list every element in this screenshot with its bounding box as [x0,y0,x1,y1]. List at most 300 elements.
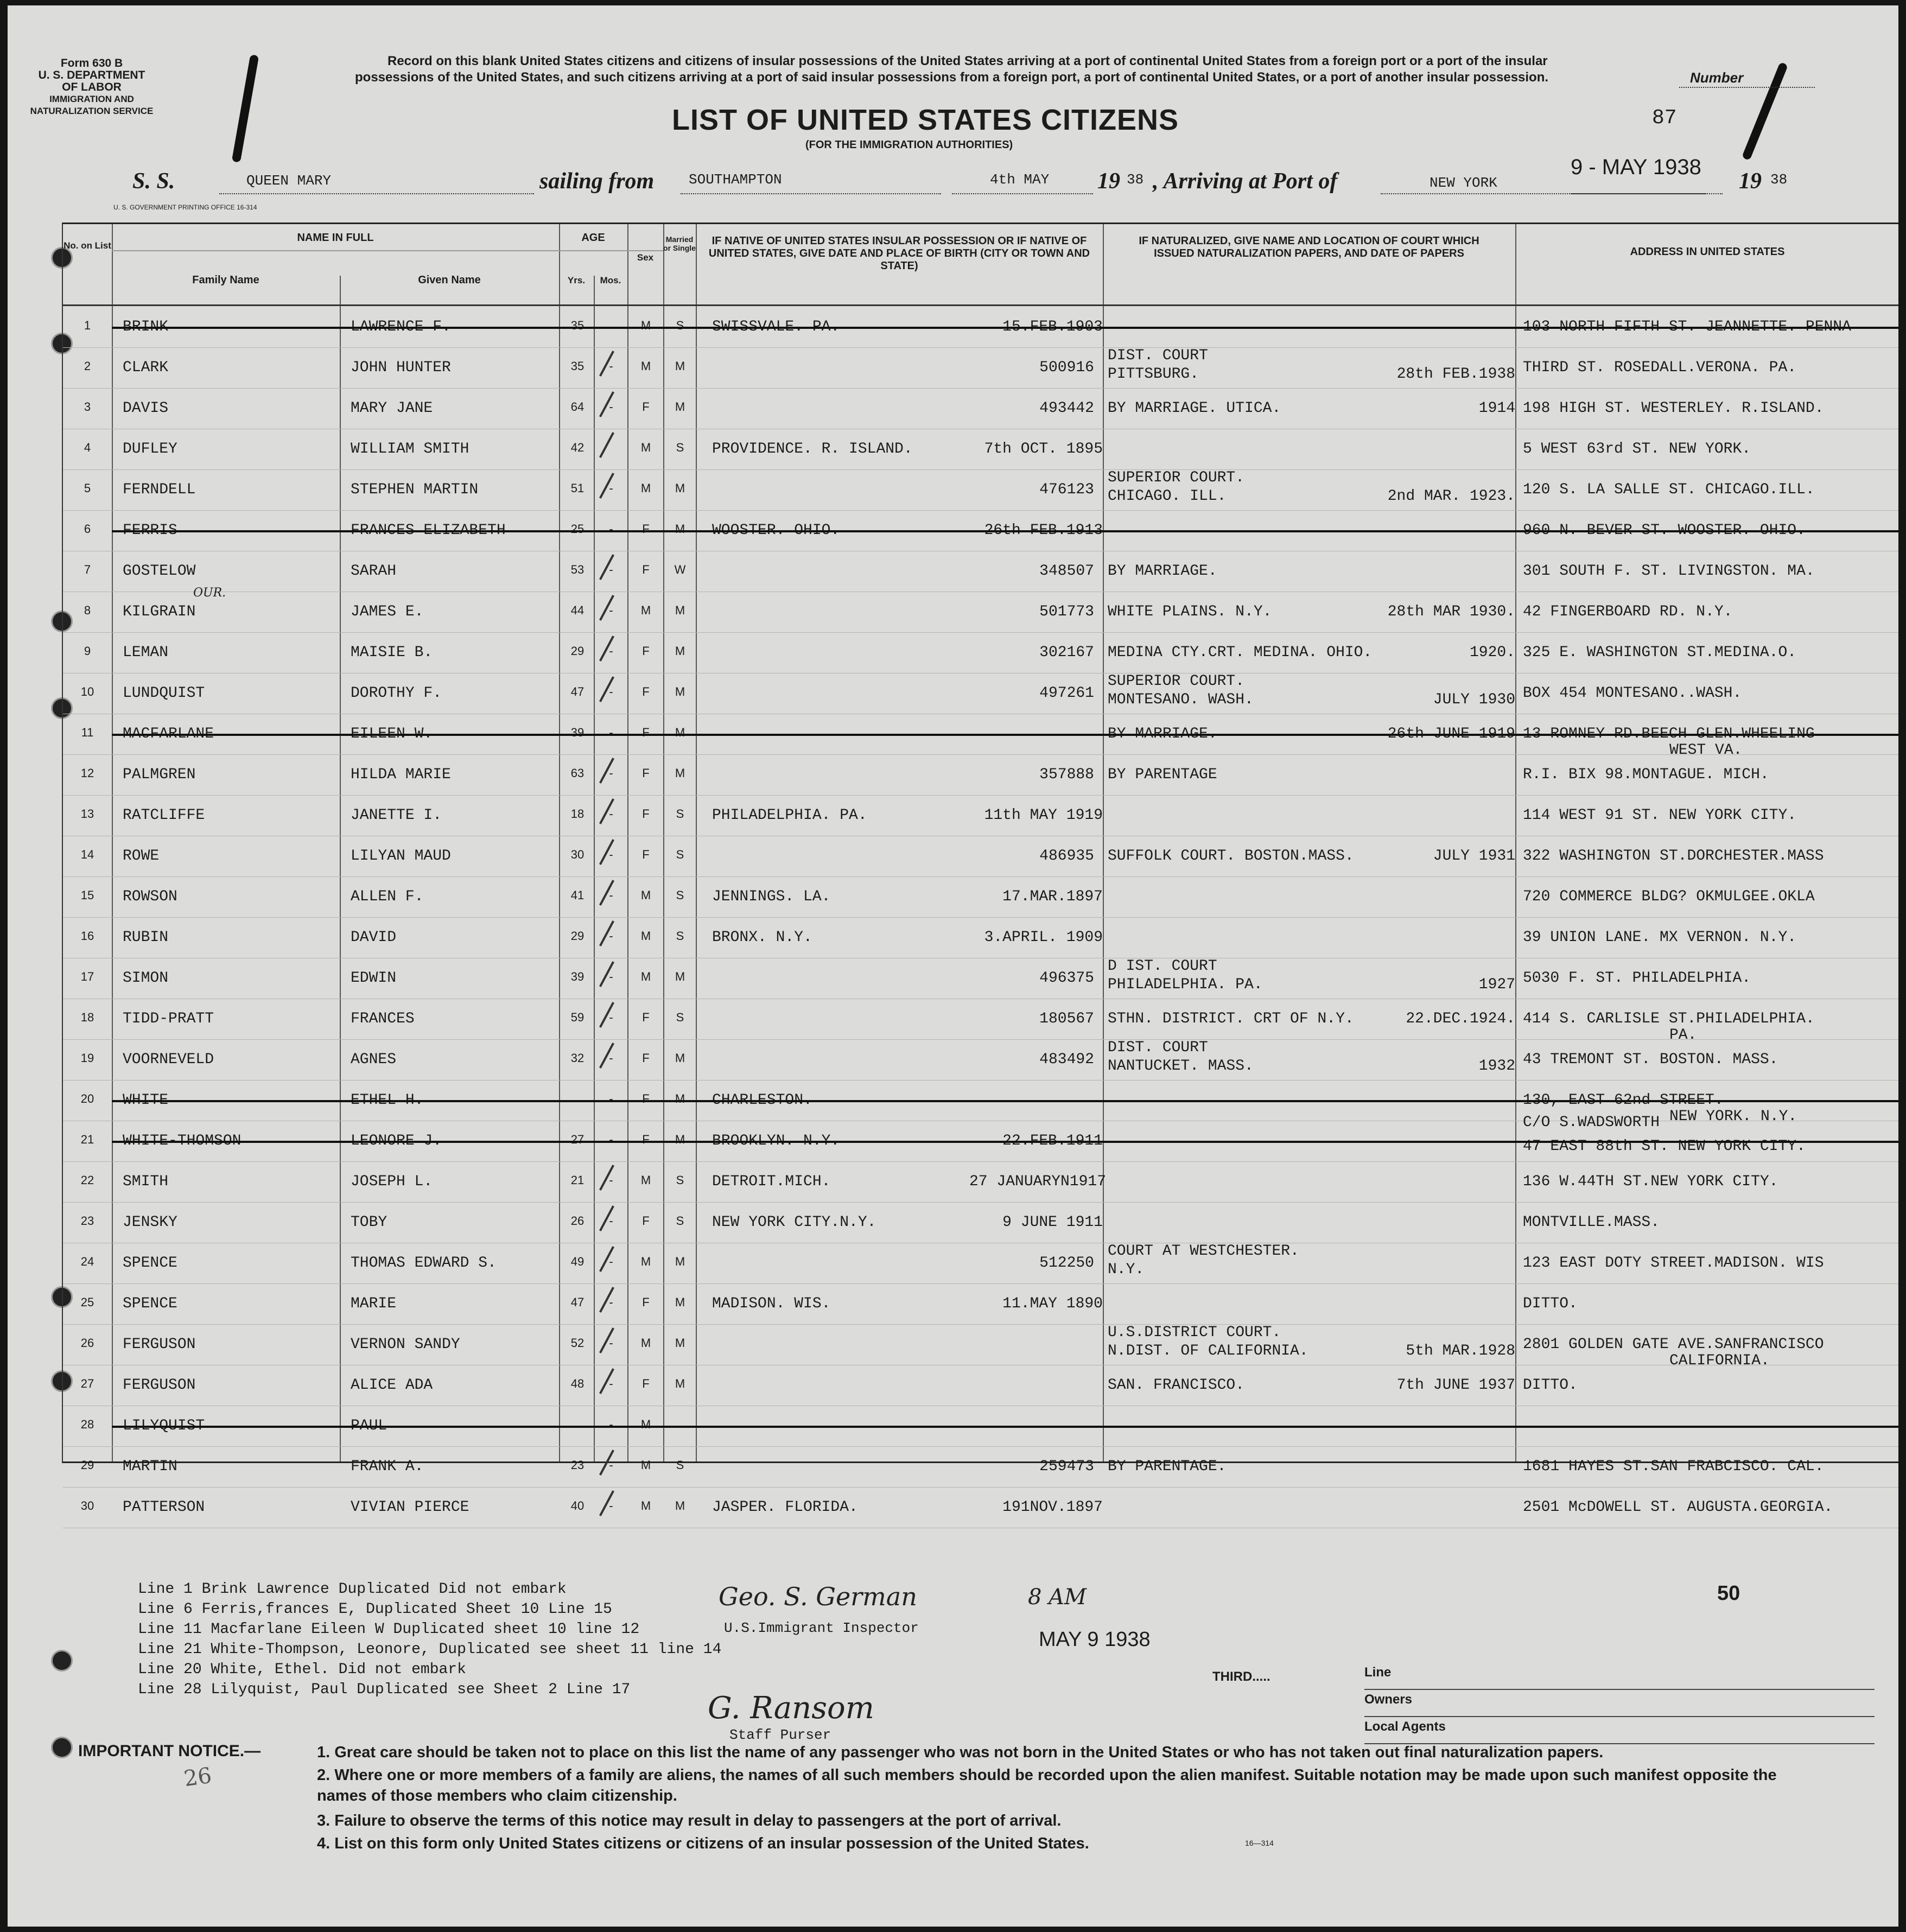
given-name: FRANCES ELIZABETH [351,522,506,539]
age-months: - [609,929,613,943]
family-name: VOORNEVELD [123,1051,214,1068]
punch-hole [51,1650,73,1672]
sex: F [642,685,650,698]
department: U. S. DEPARTMENT OF LABOR [38,69,145,93]
age-months: - [609,888,613,902]
depart-date: 4th MAY [990,171,1050,188]
given-name: VIVIAN PIERCE [351,1499,469,1516]
marital-status: S [676,441,684,454]
family-name: DUFLEY [123,441,177,457]
family-name: WHITE-THOMSON [123,1133,242,1149]
birth-place: JENNINGS. LA. [712,888,831,905]
table-row [63,1202,1898,1243]
passenger-table [62,223,1898,1516]
sex: M [640,319,651,332]
certificate-number: 512250 [1039,1255,1094,1272]
agent-local-agents-field: Local Agents [1364,1719,1875,1744]
birth-date: 7th OCT. 1895 [984,441,1103,457]
age-months: - [609,1173,613,1187]
birth-place: MADISON. WIS. [712,1295,831,1312]
table-row [63,958,1898,999]
given-name: ALICE ADA [351,1377,433,1394]
form-preamble: Record on this blank United States citizens and citizens of insular possessions of the United States arriving at a port of continental United States from a foreign port or a port of the insular possessions of the United States, and such citizens arriving at a port of said insular possessions from a foreign port, a port of continental United States, or a port of another insular possession. [355,54,1549,85]
age-months: - [609,848,613,861]
court-name: DIST. COURT [1108,347,1208,364]
family-name: WHITE [123,1092,169,1109]
age-years: 39 [570,726,584,739]
age-months: - [609,1051,613,1065]
inspector-date-stamp: MAY 9 1938 [1039,1628,1151,1651]
certificate-number: 501773 [1039,603,1094,620]
address: 114 WEST 91 ST. NEW YORK CITY. [1523,807,1797,824]
sex: M [640,1255,651,1268]
notice-item-3: 3. Failure to observe the terms of this notice may result in delay to passengers at the port of arrival. [317,1812,1062,1829]
family-name: ROWE [123,848,160,865]
age-months: - [609,400,613,414]
birth-place: PROVIDENCE. R. ISLAND. [712,441,913,457]
court-date: 1932 [1478,1058,1515,1075]
age-years: 21 [570,1173,584,1187]
age-years: 35 [570,359,584,373]
court-location: PHILADELPHIA. PA. [1108,976,1263,993]
given-name: PAUL [351,1418,387,1434]
check-mark-icon [599,432,614,458]
given-name: AGNES [351,1051,397,1068]
age-months: - [609,685,613,698]
strike-through-line [112,1426,1898,1428]
address: 325 E. WASHINGTON ST.MEDINA.O. [1523,644,1797,661]
certificate-number: 476123 [1039,481,1094,498]
family-name: FERGUSON [123,1377,196,1394]
age-years: 41 [570,888,584,902]
family-name: BRINK [123,319,169,335]
row-number: 18 [80,1011,94,1024]
note-line: Line 28 Lilyquist, Paul Duplicated see Sheet 2 Line 17 [138,1681,631,1698]
address: 136 W.44TH ST.NEW YORK CITY. [1523,1173,1778,1190]
family-name: MACFARLANE [123,726,214,742]
page-title: LIST OF UNITED STATES CITIZENS [672,104,1179,136]
sex: F [642,1295,650,1309]
court-date: 1920. [1469,644,1515,661]
marital-status: M [675,766,685,780]
marital-status: M [675,1499,685,1512]
given-name: DOROTHY F. [351,685,442,702]
age-years: 18 [570,807,584,821]
family-name-correction: OUR. [193,586,226,600]
header-naturalized: IF NATURALIZED, GIVE NAME AND LOCATION OF COURT WHICH ISSUED NATURALIZATION PAPERS, AND DATE OF PAPERS [1139,235,1479,259]
address-continued: CALIFORNIA. [1669,1352,1770,1369]
address: 2801 GOLDEN GATE AVE.SANFRANCISCO [1523,1336,1824,1353]
given-name: FRANCES [351,1011,415,1027]
header-name-in-full: NAME IN FULL [297,232,374,244]
manifest-sheet [8,5,1898,1927]
marital-status: M [675,685,685,698]
given-name: MAISIE B. [351,644,433,661]
sailing-from-label: sailing from [539,169,655,194]
row-number: 13 [80,807,94,821]
family-name: LEMAN [123,644,169,661]
table-row [63,1243,1898,1284]
ship-name: QUEEN MARY [246,173,332,189]
address: DITTO. [1523,1377,1578,1394]
sex: F [642,807,650,821]
given-name: MARY JANE [351,400,433,417]
birth-place: PHILADELPHIA. PA. [712,807,867,824]
sex: F [642,644,650,658]
marital-status: S [676,848,684,861]
age-years: 23 [570,1458,584,1472]
table-row [63,999,1898,1044]
notice-item-1: 1. Great care should be taken not to place on this list the name of any passenger who was not born in the United States or who has not taken out final naturalization papers. [317,1744,1604,1761]
marital-status: M [675,359,685,373]
row-number: 26 [80,1336,94,1350]
agent-owners-field: Owners [1364,1692,1875,1717]
port-to: NEW YORK [1430,175,1497,191]
sex: M [640,603,651,617]
family-name: RUBIN [123,929,169,946]
birth-place: JASPER. FLORIDA. [712,1499,858,1516]
age-months: - [609,1133,613,1146]
birth-date: 3.APRIL. 1909 [984,929,1103,946]
header-given-name: Given Name [418,274,481,286]
marital-status: M [675,400,685,414]
row-number: 8 [84,603,91,617]
number-label: Number [1690,69,1744,86]
address: 39 UNION LANE. MX VERNON. N.Y. [1523,929,1797,946]
address: R.I. BIX 98.MONTAGUE. MICH. [1523,766,1769,783]
age-months: - [609,1255,613,1268]
marital-status: S [676,929,684,943]
sex: M [640,1458,651,1472]
marital-status: M [675,1133,685,1146]
header-mos: Mos. [600,275,621,285]
marital-status: M [675,1295,685,1309]
address: MONTVILLE.MASS. [1523,1214,1660,1231]
notes-block [138,1579,721,1700]
birth-date: 9 JUNE 1911 [1002,1214,1103,1231]
age-months: - [609,807,613,821]
address: 103 NORTH FIFTH ST. JEANNETTE. PENNA [1523,319,1851,335]
row-number: 14 [80,848,94,861]
table-row [63,795,1898,836]
note-line: Line 6 Ferris,frances E, Duplicated Sheet 10 Line 15 [138,1601,612,1618]
table-row [63,714,1898,759]
court-location: NANTUCKET. MASS. [1108,1058,1254,1075]
header-no: No. on List [63,240,111,251]
table-row [63,632,1898,673]
court-name: COURT AT WESTCHESTER. [1108,1243,1299,1260]
family-name: PALMGREN [123,766,196,783]
age-months: - [609,1336,613,1350]
age-years: 40 [570,1499,584,1512]
age-months: - [609,1092,613,1105]
note-line: Line 11 Macfarlane Eileen W Duplicated sheet 10 line 12 [138,1621,640,1638]
court-name: SUFFOLK COURT. BOSTON.MASS. [1108,848,1354,865]
age-months: - [609,1499,613,1512]
address-continued: NEW YORK. N.Y. [1669,1108,1797,1125]
age-months: - [609,766,613,780]
birth-place: SWISSVALE. PA. [712,319,840,335]
age-years: 26 [570,1214,584,1228]
address-care-of: C/O S.WADSWORTH [1523,1114,1660,1131]
address: 1681 HAYES ST.SAN FRABCISCO. CAL. [1523,1458,1824,1475]
form-number: Form 630 B [60,57,123,69]
given-name: JANETTE I. [351,807,442,824]
marital-status: M [675,1377,685,1390]
purser-title: Staff Purser [729,1727,831,1743]
sheet-number: 87 [1652,106,1677,130]
family-name: SPENCE [123,1255,177,1272]
age-years: 35 [570,319,584,332]
marital-status: S [676,1011,684,1024]
address: 720 COMMERCE BLDG? OKMULGEE.OKLA [1523,888,1815,905]
count-total: 50 [1717,1582,1740,1605]
court-date: 22.DEC.1924. [1406,1011,1515,1027]
court-name: SAN. FRANCISCO. [1108,1377,1245,1394]
sex: M [640,1499,651,1512]
age-months: - [609,726,613,739]
marital-status: W [674,563,686,576]
court-date: 28th FEB.1938 [1396,366,1515,383]
note-line: Line 1 Brink Lawrence Duplicated Did not embark [138,1581,567,1598]
address: 322 WASHINGTON ST.DORCHESTER.MASS [1523,848,1824,865]
age-months: - [609,1418,613,1431]
given-name: FRANK A. [351,1458,424,1475]
sex: F [642,1092,650,1105]
given-name: EDWIN [351,970,397,987]
address-continued: PA. [1669,1027,1697,1044]
table-row [63,510,1898,551]
age-months: - [609,522,613,536]
age-years: 53 [570,563,584,576]
certificate-number: 493442 [1039,400,1094,417]
sex: F [642,1214,650,1228]
marital-status: M [675,1092,685,1105]
family-name: SIMON [123,970,169,987]
header-yrs: Yrs. [567,275,586,285]
notice-item-2: 2. Where one or more members of a family are aliens, the names of all such members should be recorded upon the alien manifest. Suitable notation may be made upon such manifest opposite the names of those members who claim citizenship. [317,1766,1777,1804]
strike-through-line [112,327,1898,329]
birth-place: BRONX. N.Y. [712,929,812,946]
given-name: LILYAN MAUD [351,848,451,865]
family-name: RATCLIFFE [123,807,205,824]
pencil-note: 26 [182,1763,213,1792]
marital-status: M [675,603,685,617]
age-months: - [609,1011,613,1024]
certificate-number: 302167 [1039,644,1094,661]
given-name: SARAH [351,563,397,580]
table-row [63,1161,1898,1203]
court-date: 1927 [1478,976,1515,993]
certificate-number: 180567 [1039,1011,1094,1027]
address: 960 N. BEVER ST. WOOSTER. OHIO. [1523,522,1806,539]
family-name: MARTIN [123,1458,177,1475]
certificate-number: 497261 [1039,685,1094,702]
address-continued: WEST VA. [1669,742,1743,759]
age-years: 29 [570,644,584,658]
row-number: 6 [84,522,91,536]
given-name: JAMES E. [351,603,424,620]
year-prefix-2: 19 [1739,169,1762,194]
address: 198 HIGH ST. WESTERLEY. R.ISLAND. [1523,400,1824,417]
family-name: TIDD-PRATT [123,1011,214,1027]
pen-mark-left [232,54,259,163]
row-number: 3 [84,400,91,414]
court-name: BY PARENTAGE [1108,766,1217,783]
court-name: D IST. COURT [1108,958,1217,975]
age-years: 59 [570,1011,584,1024]
birth-date: 191NOV.1897 [1002,1499,1103,1516]
birth-place: NEW YORK CITY.N.Y. [712,1214,876,1231]
marital-status: S [676,888,684,902]
age-years: 44 [570,603,584,617]
strike-through-line [112,1100,1898,1102]
given-name: ALLEN F. [351,888,424,905]
address: 2501 McDOWELL ST. AUGUSTA.GEORGIA. [1523,1499,1833,1516]
court-date: 28th MAR 1930. [1387,603,1515,620]
ship-dotline [219,193,534,194]
table-row [63,586,1898,633]
row-number: 4 [84,441,91,454]
given-name: TOBY [351,1214,387,1231]
strike-through-line [112,530,1898,532]
sex: M [640,888,651,902]
agent-fields [1364,1665,1875,1746]
address: 42 FINGERBOARD RD. N.Y. [1523,603,1733,620]
age-years: 39 [570,970,584,983]
age-years: 29 [570,929,584,943]
age-months: - [609,1214,613,1228]
marital-status: M [675,1255,685,1268]
birth-date: 22.FEB.1911 [1002,1133,1103,1149]
court-location: N.Y. [1108,1261,1145,1278]
header-address: ADDRESS IN UNITED STATES [1630,246,1785,258]
court-name: BY MARRIAGE. [1108,726,1217,742]
sex: M [640,970,651,983]
court-name: SUPERIOR COURT. [1108,673,1245,690]
row-number: 30 [80,1499,94,1512]
address: 47 EAST 88th ST. NEW YORK CITY. [1523,1138,1806,1155]
row-number: 12 [80,766,94,780]
court-name: U.S.DISTRICT COURT. [1108,1324,1281,1341]
row-number: 29 [80,1458,94,1472]
marital-status: M [675,644,685,658]
arriving-label: , Arriving at Port of [1153,169,1338,194]
table-row [63,551,1898,592]
family-name: GOSTELOW [123,563,196,580]
age-months: - [609,563,613,576]
third-label: THIRD..... [1212,1669,1270,1684]
arrival-date-stamp: 9 - MAY 1938 [1571,155,1701,179]
inspector-title: U.S.Immigrant Inspector [724,1620,919,1636]
address: 5 WEST 63rd ST. NEW YORK. [1523,441,1751,457]
address: 123 EAST DOTY STREET.MADISON. WIS [1523,1255,1824,1272]
inspector-initials: 8 AM [1028,1585,1087,1610]
birth-place: DETROIT.MICH. [712,1173,831,1190]
agent-line-field: Line [1364,1665,1875,1690]
certificate-number: 259473 [1039,1458,1094,1475]
age-years: 30 [570,848,584,861]
age-months: - [609,603,613,617]
year-1: 38 [1127,171,1144,188]
table-row [63,836,1898,877]
table-row [63,1446,1898,1488]
marital-status: S [676,807,684,821]
sex: M [640,1173,651,1187]
address: 414 S. CARLISLE ST.PHILADELPHIA. [1523,1011,1815,1027]
header-birth: IF NATIVE OF UNITED STATES INSULAR POSSESSION OR IF NATIVE OF UNITED STATES, GIVE DATE AND PLACE OF BIRTH (CITY OR TOWN AND STATE) [708,235,1090,272]
table-row [63,876,1898,918]
sex: M [640,929,651,943]
family-name: CLARK [123,359,169,376]
given-name: JOHN HUNTER [351,359,451,376]
birth-place: CHARLESTON. [712,1092,812,1109]
address: 43 TREMONT ST. BOSTON. MASS. [1523,1051,1778,1068]
marital-status: M [675,1051,685,1065]
row-number: 19 [80,1051,94,1065]
row-number: 2 [84,359,91,373]
birth-date: 11th MAY 1919 [984,807,1103,824]
birth-date: 17.MAR.1897 [1002,888,1103,905]
age-months: - [609,481,613,495]
age-months: - [609,970,613,983]
year-prefix-1: 19 [1097,169,1120,194]
birth-date: 27 JANUARYN1917 [969,1173,1107,1190]
sex: F [642,766,650,780]
marital-status: M [675,726,685,739]
family-name: PATTERSON [123,1499,205,1516]
birth-date: 11.MAY 1890 [1002,1295,1103,1312]
date-dotline [952,193,1093,194]
sex: F [642,563,650,576]
row-number: 21 [80,1133,94,1146]
court-date: 1914 [1478,400,1515,417]
sex: F [642,1133,650,1146]
court-location: MONTESANO. WASH. [1108,691,1254,708]
sex: F [642,848,650,861]
age-months: - [609,1377,613,1390]
address: BOX 454 MONTESANO..WASH. [1523,685,1742,702]
given-name: LAWRENCE F. [351,319,451,335]
inspector-signature: Geo. S. German [719,1582,917,1611]
age-years: 47 [570,1295,584,1309]
table-row [63,917,1898,958]
table-row [63,429,1898,470]
age-years: 27 [570,1133,584,1146]
given-name: HILDA MARIE [351,766,451,783]
family-name: FERNDELL [123,481,196,498]
birth-date: 26th FEB.1913 [984,522,1103,539]
table-row [63,469,1898,511]
address: 130, EAST 62nd STREET. [1523,1092,1724,1109]
certificate-number: 357888 [1039,766,1094,783]
certificate-number: 486935 [1039,848,1094,865]
row-number: 16 [80,929,94,943]
table-row [63,754,1898,796]
marital-status: M [675,522,685,536]
row-number: 10 [80,685,94,698]
address: 301 SOUTH F. ST. LIVINGSTON. MA. [1523,563,1815,580]
marital-status: M [675,481,685,495]
sex: F [642,1011,650,1024]
family-name: KILGRAIN [123,603,196,620]
notice-heading: IMPORTANT NOTICE.— [78,1742,261,1760]
court-date: 7th JUNE 1937 [1396,1377,1515,1394]
note-line: Line 20 White, Ethel. Did not embark [138,1661,466,1678]
age-years: 49 [570,1255,584,1268]
row-number: 15 [80,888,94,902]
marital-status: M [675,970,685,983]
